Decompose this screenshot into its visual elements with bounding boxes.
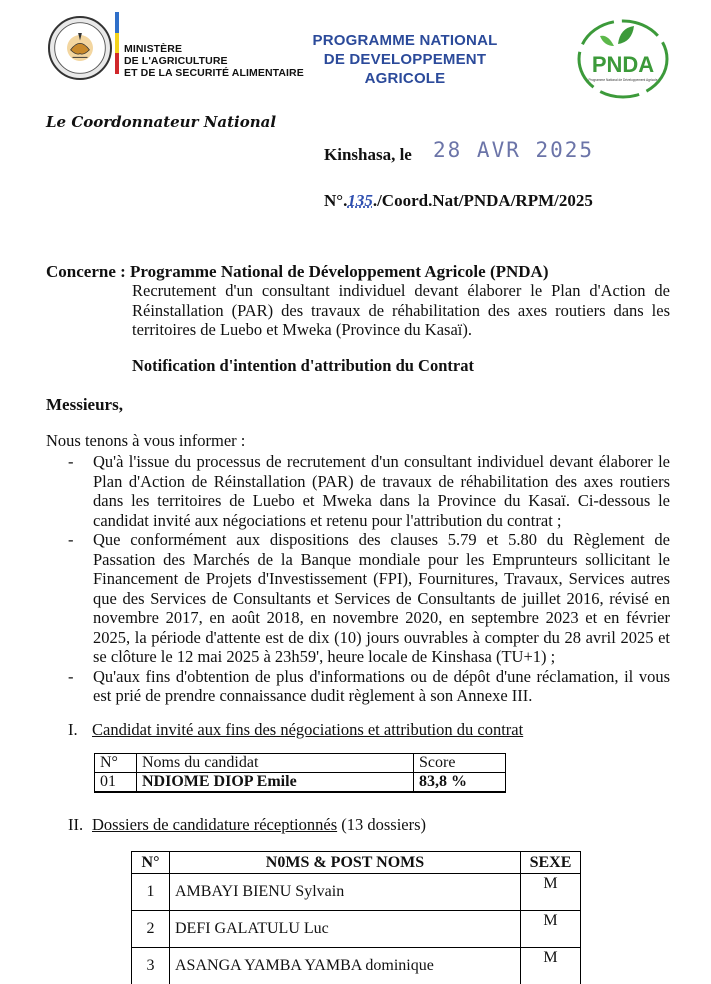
subject-detail: Recrutement d'un consultant individuel devant élaborer le Plan d'Action de Réinstallation (PAR) des travaux de réhabilitation des axes routiers dans les territoires de Luebo et Mweka (Province du Kasaï). — [132, 281, 670, 339]
bullet-list — [68, 452, 670, 706]
table-header-row: N° N0MS & POST NOMS SEXE — [132, 852, 581, 874]
logo-text: PNDA — [591, 52, 655, 77]
candidate-table — [94, 753, 506, 793]
list-item: - Qu'à l'issue du processus de recrutement d'un consultant individuel devant élaborer le Plan d'Action de Réinstallation (PAR) de travaux de réhabilitation des axes routiers dans les territoires de Luebo et Mweka dans la Province du Kasaï. Ci-dessous le candidat invité aux négociations et retenu pour l'attribution du contrat ; — [68, 452, 670, 530]
section-2-heading: II. Dossiers de candidature réceptionnés (13 dossiers) — [68, 815, 427, 834]
intro-text: Nous tenons à vous informer : — [46, 431, 246, 450]
section-1-heading: I. Candidat invité aux fins des négociations et attribution du contrat — [68, 720, 524, 739]
pnda-logo — [574, 14, 672, 100]
section-2-count: (13 dossiers) — [341, 815, 427, 834]
date-prefix: Kinshasa, le — [324, 145, 412, 164]
salutation: Messieurs, — [46, 395, 123, 414]
applications-table — [131, 851, 581, 984]
date-stamp: 28 AVR 2025 — [433, 138, 595, 162]
table-row: 2 DEFI GALATULU Luc M — [132, 911, 581, 948]
section-2-title: Dossiers de candidature réceptionnés — [92, 815, 338, 834]
coordinator-title: Le Coordonnateur National — [46, 113, 277, 131]
ref-prefix: N°. — [324, 191, 348, 210]
ref-handwritten-number: 135 — [347, 191, 373, 210]
list-item: - Qu'aux fins d'obtention de plus d'informations ou de dépôt d'une réclamation, il vous est prié de prendre connaissance dudit règlement à son Annexe III. — [68, 666, 670, 705]
logo-subtext: Programme National de Développement Agricole — [588, 78, 658, 82]
notification-title: Notification d'intention d'attribution du Contrat — [132, 356, 474, 375]
table-header-row: N° Noms du candidat Score — [95, 754, 506, 773]
table-row: 3 ASANGA YAMBA YAMBA dominique M — [132, 948, 581, 984]
programme-title: PROGRAMME NATIONAL DE DEVELOPPEMENT AGRICOLE — [312, 32, 498, 87]
reference-number — [324, 191, 593, 211]
subject-label: Concerne : — [46, 262, 126, 281]
flag-color-bar — [115, 12, 119, 74]
leopard-emblem-icon — [50, 18, 110, 78]
ministry-name: MINISTÈRE DE L'AGRICULTURE ET DE LA SECURITÉ ALIMENTAIRE — [124, 43, 304, 79]
list-item: - Que conformément aux dispositions des clauses 5.79 et 5.80 du Règlement de Passation des Marchés de la Banque mondiale pour les Emprunteurs sollicitant le Financement de Projets d'Investissement (FPI), Fournitures, Travaux, Services autres que des Services de Consultants et Services de Consultants de juillet 2016, révisé en novembre 2017, en août 2018, en novembre 2020, en septembre 2023 et en février 2025, la période d'attente est de dix (10) jours ouvrables à compter du 28 avril 2025 et se clôture le 12 mai 2025 à 23h59', heure locale de Kinshasa (TU+1) ; — [68, 530, 670, 666]
section-1-title: Candidat invité aux fins des négociations et attribution du contrat — [92, 720, 524, 739]
government-seal — [48, 16, 112, 80]
ref-suffix: ./Coord.Nat/PNDA/RPM/2025 — [372, 191, 593, 210]
table-row: 1 AMBAYI BIENU Sylvain M — [132, 874, 581, 911]
table-row: 01 NDIOME DIOP Emile 83,8 % — [95, 773, 506, 793]
subject-title: Programme National de Développement Agricole (PNDA) — [130, 262, 549, 281]
subject-line — [46, 262, 548, 282]
